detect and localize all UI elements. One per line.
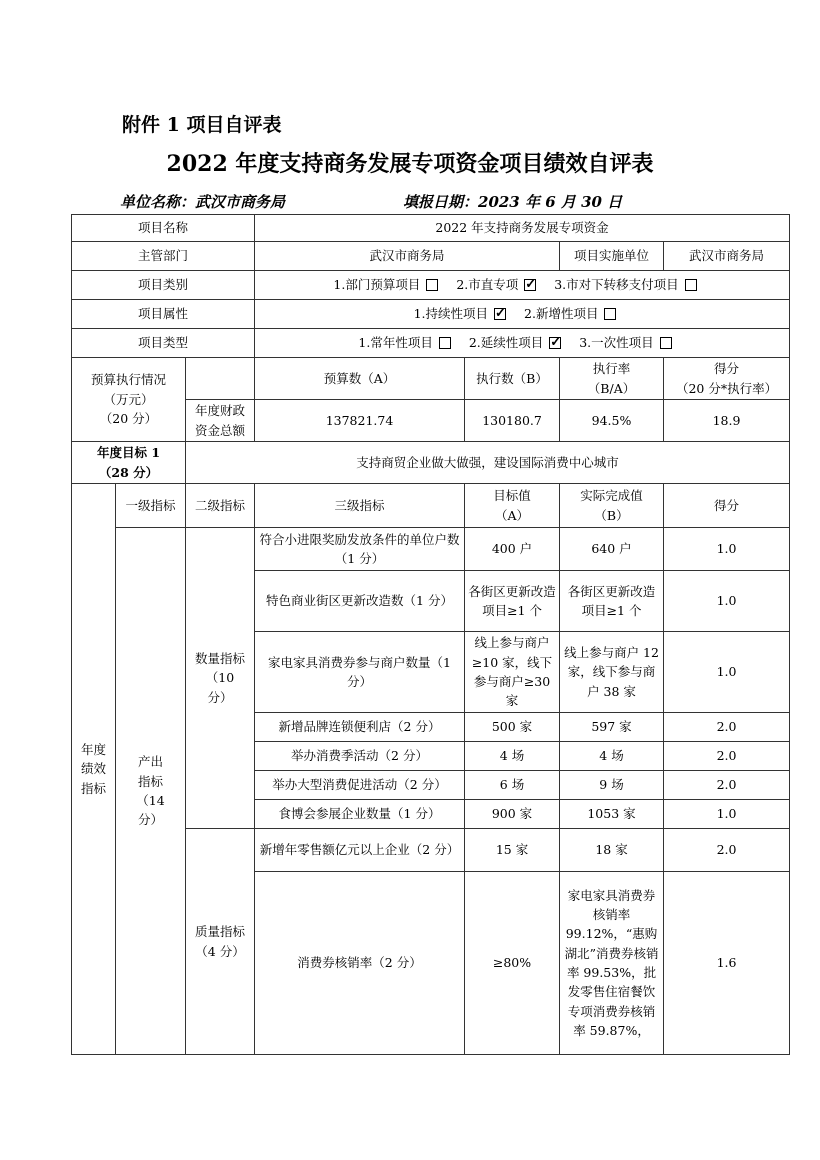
- type-option-1: 1.常年性项目: [358, 335, 458, 350]
- indicator-name: 符合小进限奖励发放条件的单位户数（1 分）: [255, 528, 465, 571]
- indicator-name: 特色商业街区更新改造数（1 分）: [255, 571, 465, 632]
- project-name-value: 2022 年支持商务发展专项资金: [255, 215, 790, 242]
- checkbox-checked-icon: [549, 337, 561, 349]
- type-option-2: 2.延续性项目✓: [469, 335, 569, 350]
- indicator-target: 4 场: [465, 742, 560, 771]
- header-level2: 二级指标: [186, 484, 255, 528]
- checkbox-icon: [439, 337, 451, 349]
- checkbox-checked-icon: [494, 308, 506, 320]
- unit-name: 单位名称：武汉市商务局: [120, 193, 286, 211]
- row-category: [72, 271, 790, 300]
- budget-empty-header: [186, 358, 255, 400]
- indicator-name: 新增品牌连锁便利店（2 分）: [255, 713, 465, 742]
- type-label: 项目类型: [72, 329, 255, 358]
- budget-value: 137821.74: [255, 400, 465, 442]
- fill-date: 填报日期：2023 年 6 月 30 日: [403, 193, 623, 211]
- indicator-target: ≥80%: [465, 872, 560, 1055]
- exec-value: 130180.7: [465, 400, 560, 442]
- dept-value: 武汉市商务局: [255, 242, 560, 271]
- row-project-name: [72, 215, 790, 242]
- project-name-label: 项目名称: [72, 215, 255, 242]
- goal-label: 年度目标 1 （28 分）: [72, 442, 186, 484]
- indicator-score: 2.0: [664, 829, 790, 872]
- row-dept: [72, 242, 790, 271]
- header-actual: 实际完成值 （B）: [560, 484, 664, 528]
- indicator-actual: 18 家: [560, 829, 664, 872]
- budget-col-budget: 预算数（A）: [255, 358, 465, 400]
- budget-col-score: 得分 （20 分*执行率）: [664, 358, 790, 400]
- indicator-target: 各街区更新改造项目≥1 个: [465, 571, 560, 632]
- indicator-actual: 9 场: [560, 771, 664, 800]
- indicator-score: 1.0: [664, 528, 790, 571]
- rate-value: 94.5%: [560, 400, 664, 442]
- header-target: 目标值 （A）: [465, 484, 560, 528]
- checkbox-icon: [660, 337, 672, 349]
- score-value: 18.9: [664, 400, 790, 442]
- indicator-target: 400 户: [465, 528, 560, 571]
- impl-unit-label: 项目实施单位: [560, 242, 664, 271]
- indicator-score: 1.0: [664, 571, 790, 632]
- checkbox-icon: [426, 279, 438, 291]
- category-options: [255, 271, 790, 300]
- indicator-score: 1.6: [664, 872, 790, 1055]
- indicator-score: 2.0: [664, 742, 790, 771]
- type-options: [255, 329, 790, 358]
- row-annual-goal: [72, 442, 790, 484]
- header-level1: 一级指标: [116, 484, 186, 528]
- indicator-score: 1.0: [664, 632, 790, 713]
- impl-unit-value: 武汉市商务局: [664, 242, 790, 271]
- indicator-name: 举办大型消费促进活动（2 分）: [255, 771, 465, 800]
- category-option-1: 1.部门预算项目: [333, 277, 446, 292]
- qty-indicator-label: 数量指标 （10 分）: [186, 528, 255, 829]
- checkbox-checked-icon: [524, 279, 536, 291]
- category-option-2: 2.市直专项✓: [456, 277, 544, 292]
- indicator-target: 6 场: [465, 771, 560, 800]
- row-budget-header: [72, 358, 790, 400]
- indicator-name: 举办消费季活动（2 分）: [255, 742, 465, 771]
- indicator-actual: 4 场: [560, 742, 664, 771]
- indicator-target: 线上参与商户≥10 家，线下参与商户≥30 家: [465, 632, 560, 713]
- indicator-name: 新增年零售额亿元以上企业（2 分）: [255, 829, 465, 872]
- attribute-option-2: 2.新增性项目: [524, 306, 624, 321]
- indicator-actual: 1053 家: [560, 800, 664, 829]
- table-row: [72, 528, 790, 571]
- indicator-actual: 线上参与商户 12 家，线下参与商户 38 家: [560, 632, 664, 713]
- row-attribute: [72, 300, 790, 329]
- goal-text: 支持商贸企业做大做强，建设国际消费中心城市: [186, 442, 790, 484]
- indicator-score: 1.0: [664, 800, 790, 829]
- budget-row-label: 年度财政 资金总额: [186, 400, 255, 442]
- indicator-target: 15 家: [465, 829, 560, 872]
- attribute-option-1: 1.持续性项目✓: [414, 306, 514, 321]
- checkbox-icon: [685, 279, 697, 291]
- header-level3: 三级指标: [255, 484, 465, 528]
- indicator-target: 900 家: [465, 800, 560, 829]
- page-title: 2022 年度支持商务发展专项资金项目绩效自评表: [166, 151, 654, 177]
- dept-label: 主管部门: [72, 242, 255, 271]
- checkbox-icon: [604, 308, 616, 320]
- row-indicator-header: [72, 484, 790, 528]
- indicator-target: 500 家: [465, 713, 560, 742]
- attribute-options: [255, 300, 790, 329]
- quality-indicator-label: 质量指标 （4 分）: [186, 829, 255, 1055]
- budget-section-label: 预算执行情况 （万元） （20 分）: [72, 358, 186, 442]
- indicator-name: 食博会参展企业数量（1 分）: [255, 800, 465, 829]
- row-type: [72, 329, 790, 358]
- header-score: 得分: [664, 484, 790, 528]
- budget-col-exec: 执行数（B）: [465, 358, 560, 400]
- indicator-section-label: 年度 绩效 指标: [72, 484, 116, 1055]
- indicator-actual: 各街区更新改造项目≥1 个: [560, 571, 664, 632]
- indicator-score: 2.0: [664, 771, 790, 800]
- type-option-3: 3.一次性项目: [579, 335, 679, 350]
- indicator-actual: 640 户: [560, 528, 664, 571]
- indicator-actual: 597 家: [560, 713, 664, 742]
- indicator-actual: 家电家具消费券核销率 99.12%，“惠购湖北”消费券核销率 99.53%，批发零售住宿餐饮专项消费券核销率 59.87%，: [560, 872, 664, 1055]
- attachment-title: 附件 1 项目自评表: [122, 114, 282, 136]
- indicator-name: 家电家具消费券参与商户数量（1 分）: [255, 632, 465, 713]
- category-option-3: 3.市对下转移支付项目: [554, 277, 704, 292]
- indicator-name: 消费券核销率（2 分）: [255, 872, 465, 1055]
- evaluation-table: [71, 214, 790, 1055]
- attribute-label: 项目属性: [72, 300, 255, 329]
- level1-output-label: 产出 指标 （14 分）: [116, 528, 186, 1055]
- budget-col-rate: 执行率 （B/A）: [560, 358, 664, 400]
- category-label: 项目类别: [72, 271, 255, 300]
- indicator-score: 2.0: [664, 713, 790, 742]
